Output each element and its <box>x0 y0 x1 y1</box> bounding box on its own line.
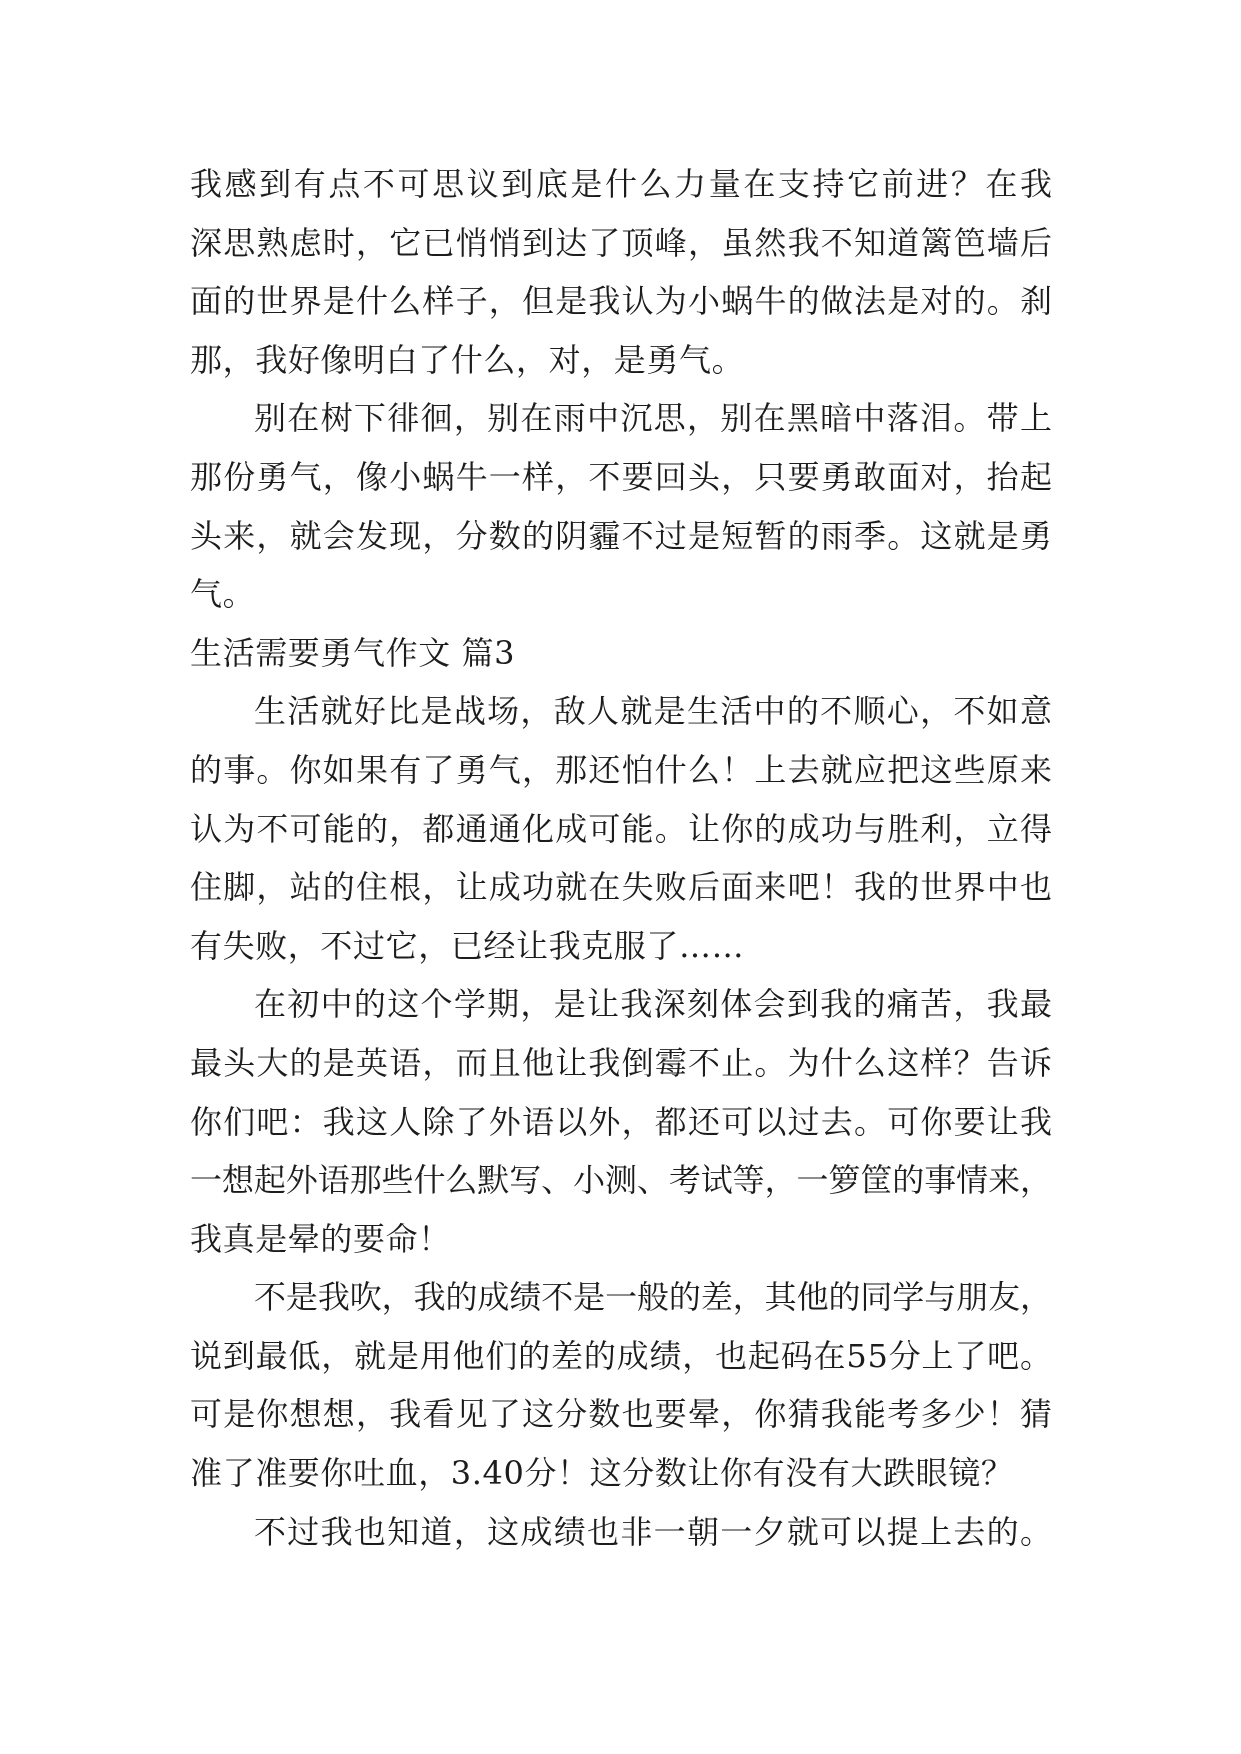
text-line: 头来，就会发现，分数的阴霾不过是短暂的雨季。这就是勇 <box>190 516 1054 555</box>
text-line: 准了准要你吐血，3.40分！这分数让你有没有大跌眼镜？ <box>190 1454 1014 1493</box>
paragraph <box>190 155 1055 389</box>
section-heading: 生活需要勇气作文 篇3 <box>190 633 516 672</box>
text-line: 不过我也知道，这成绩也非一朝一夕就可以提上去的。 <box>254 1512 1054 1551</box>
document-body <box>190 155 1055 1561</box>
text-line: 那份勇气，像小蜗牛一样，不要回头，只要勇敢面对，抬起 <box>190 457 1054 496</box>
text-line: 生活就好比是战场，敌人就是生活中的不顺心，不如意 <box>254 692 1054 731</box>
text-line: 那，我好像明白了什么，对，是勇气。 <box>190 340 745 379</box>
paragraph <box>190 389 1052 623</box>
text-line: 认为不可能的，都通通化成可能。让你的成功与胜利，立得 <box>190 809 1054 848</box>
paragraph <box>190 1503 1052 1562</box>
text-line: 说到最低，就是用他们的差的成绩，也起码在55分上了吧。 <box>190 1336 1053 1375</box>
text-line: 不是我吹，我的成绩不是一般的差，其他的同学与朋友， <box>254 1278 1052 1317</box>
text-line: 最头大的是英语，而且他让我倒霉不止。为什么这样？告诉 <box>190 1043 1054 1082</box>
text-line: 我真是晕的要命！ <box>190 1219 451 1258</box>
text-line: 住脚，站的住根，让成功就在失败后面来吧！我的世界中也 <box>190 868 1054 907</box>
text-line: 你们吧：我这人除了外语以外，都还可以过去。可你要让我 <box>190 1102 1054 1141</box>
text-line: 的事。你如果有了勇气，那还怕什么！上去就应把这些原来 <box>190 750 1054 789</box>
text-line: 在初中的这个学期，是让我深刻体会到我的痛苦，我最 <box>254 985 1054 1024</box>
text-line: 面的世界是什么样子，但是我认为小蜗牛的做法是对的。刹 <box>190 282 1054 321</box>
text-line: 别在树下徘徊，别在雨中沉思，别在黑暗中落泪。带上 <box>254 399 1054 438</box>
text-line: 可是你想想，我看见了这分数也要晕，你猜我能考多少！猜 <box>190 1395 1054 1434</box>
text-line: 深思熟虑时，它已悄悄到达了顶峰，虽然我不知道篱笆墙后 <box>190 223 1054 262</box>
text-line: 一想起外语那些什么默写、小测、考试等，一箩筐的事情来， <box>190 1161 1052 1200</box>
paragraph <box>190 975 1052 1268</box>
paragraph <box>190 1268 1052 1502</box>
paragraph <box>190 682 1052 975</box>
text-line: 气。 <box>190 575 256 614</box>
text-line: 我感到有点不可思议到底是什么力量在支持它前进？在我 <box>190 165 1055 203</box>
text-line: 有失败，不过它，已经让我克服了…… <box>190 926 745 965</box>
